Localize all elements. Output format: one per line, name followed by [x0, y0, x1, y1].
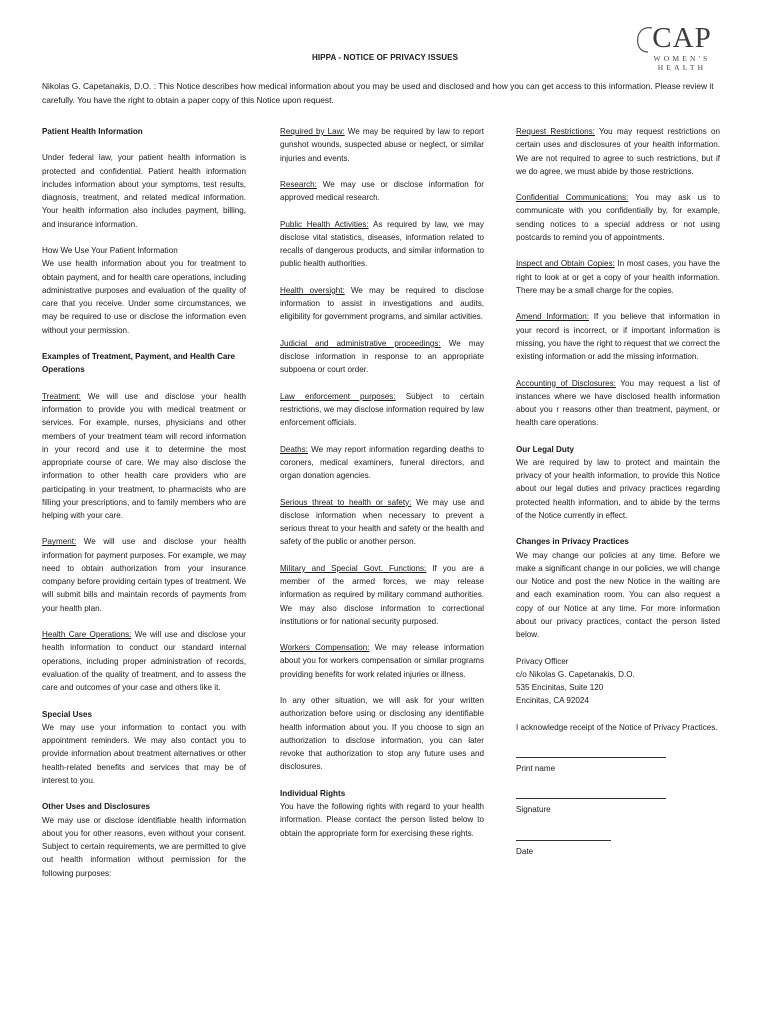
rights-heading: Individual Rights	[280, 788, 346, 798]
stt-text: We may use and disclose information when necessary to prevent a serious threat to your health and safety or the health and safety of the public or another person.	[280, 497, 484, 547]
privacy-officer-address	[516, 655, 720, 708]
column-right	[516, 125, 720, 858]
rbl-text: We may be required by law to report gunshot wounds, suspected abuse or neglect, or similar injuries and events.	[280, 127, 484, 163]
print-name-field[interactable]	[516, 748, 720, 775]
confidential-comm-paragraph	[516, 191, 720, 244]
deaths-paragraph	[280, 443, 484, 483]
special-uses-section	[42, 708, 246, 788]
ioc-text: In most cases, you have the right to look at or get a copy of your health information. There may be a small charge for the copies.	[516, 259, 721, 295]
date-label: Date	[516, 846, 534, 856]
law-enforcement-paragraph	[280, 390, 484, 430]
ho-text: We may be required to disclose information to assist in investigations and audits, eligibility for government programs, and similar activities.	[280, 285, 484, 322]
stt-label: Serious threat to health or safety:	[280, 497, 412, 507]
changes-text: We may change our policies at any time. Before we make a significant change in our policies, we will change our Notice and post the new Notice in the waiting are and each examination room. You can also request a copy of our Notice at any time. For more information about our privacy practices, contact the person listed below.	[516, 550, 720, 640]
examples-heading: Examples of Treatment, Payment, and Health Care Operations	[42, 352, 235, 375]
deaths-text: We may report information regarding deaths to coroners, medical examiners, funeral directors, and organ donation agencies.	[280, 444, 484, 481]
pha-label: Public Health Activities:	[280, 219, 369, 229]
officer-line-4: Encinitas, CA 92024	[516, 696, 589, 706]
wc-text: We may release information about you for workers compensation or similar programs providing benefits for work related injuries or illness.	[280, 643, 484, 679]
other-situation-paragraph: In any other situation, we will ask for your written authorization before using or disclosing any identifiable health information about you. If you choose to sign an authorization to disclose information, you can later revoke that authorization to stop any future uses and disclosures.	[280, 696, 484, 772]
cc-text: You may ask us to communicate with you confidentially by, for example, sending notices to a special address or not using postcards to remind you of appointments.	[516, 193, 720, 242]
wc-label: Workers Compensation:	[280, 643, 370, 653]
treatment-paragraph	[42, 390, 246, 523]
research-text: We may use or disclose information for approved medical research.	[280, 179, 485, 203]
logo-sub-text-2: HEALTH	[657, 63, 707, 72]
column-left	[42, 125, 246, 893]
rights-text: You have the following rights with regard to your health information. Please contact the person listed below to obtain the appropriate form for exercising these rights.	[280, 802, 484, 838]
research-label: Research:	[280, 179, 317, 189]
pha-text: As required by law, we may disclose vital statistics, diseases, information related to recalls of dangerous products, and similar information to public health authorities.	[280, 219, 484, 269]
how-text: We use health information about you for treatment to obtain payment, and for health care operations, including administrative purposes and evaluation of the quality of care that you receive. Under some circumstances, we may be required to use or disclose the information even without your permission.	[42, 259, 246, 335]
date-field[interactable]	[516, 831, 720, 858]
hco-label: Health Care Operations:	[42, 630, 132, 640]
date-line[interactable]	[516, 831, 611, 841]
column-middle	[280, 125, 484, 853]
required-by-law-paragraph	[280, 125, 484, 165]
intro-paragraph: Nikolas G. Capetanakis, D.O. : This Notice describes how medical information about you may be used and disclosed and how you can get access to this information. Please review it carefully. You have the right to obtain a paper copy of this Notice upon request.	[42, 81, 714, 105]
workers-comp-paragraph	[280, 641, 484, 681]
duty-text: We are required by law to protect and maintain the privacy of your health information, to provide this Notice about our legal duties and privacy practices regarding protected health information, and to abide by the terms of the Notice currently in effect.	[516, 457, 720, 520]
amend-info-paragraph	[516, 310, 720, 363]
military-paragraph	[280, 562, 484, 628]
how-we-use-section	[42, 244, 246, 337]
officer-line-2: c/o Nikolas G. Capetanakis, D.O.	[516, 669, 635, 679]
msg-label: Military and Special Govt. Functions:	[280, 563, 427, 573]
other-uses-section	[42, 800, 246, 880]
jap-text: We may disclose information in response to an appropriate subpoena or court order.	[280, 338, 484, 375]
rr-text: You may request restrictions on certain uses and disclosures of your health information. We are not required to agree to such restrictions, but if we do agree, we must abide by those restrictions.	[516, 127, 720, 176]
ai-text: If you believe that information in your record is incorrect, or if important information is missing, you have the right to request that we correct the existing information or add the missing information.	[516, 312, 721, 362]
public-health-paragraph	[280, 218, 484, 271]
hco-paragraph	[42, 628, 246, 694]
signature-field[interactable]	[516, 789, 720, 816]
accounting-paragraph	[516, 377, 720, 430]
rr-label: Request Restrictions:	[516, 127, 595, 136]
other-heading: Other Uses and Disclosures	[42, 802, 150, 812]
logo-main-text: CAP	[652, 22, 712, 54]
duty-heading: Our Legal Duty	[516, 444, 575, 454]
how-heading: How We Use Your Patient Information	[42, 246, 178, 256]
aod-text: You may request a list of instances where we have disclosed health information about you r reasons other than treatment, payment, or health care operations.	[516, 378, 720, 428]
officer-line-1: Privacy Officer	[516, 656, 569, 666]
treatment-label: Treatment:	[42, 391, 81, 401]
acknowledgement-text: I acknowledge receipt of the Notice of Privacy Practices.	[516, 722, 718, 732]
cc-label: Confidential Communications:	[516, 193, 629, 203]
legal-duty-section	[516, 443, 720, 523]
other-text: We may use or disclose identifiable health information about you for other reasons, even without your consent. Subject to certain requirements, we are permitted to give out health information without permission for the following purposes:	[42, 815, 246, 878]
lep-text: Subject to certain restrictions, we may disclose information required by law enforcement officials.	[280, 391, 484, 428]
print-name-line[interactable]	[516, 748, 666, 758]
changes-heading: Changes in Privacy Practices	[516, 537, 629, 547]
hco-text: We will use and disclose your health information to conduct our standard internal operations, including proper administration of records, evaluation of the quality of treatment, and to assess the care and outcomes of your case and others like it.	[42, 630, 246, 693]
signature-line[interactable]	[516, 789, 666, 799]
ai-label: Amend Information:	[516, 312, 590, 322]
signature-label: Signature	[516, 805, 551, 815]
phi-text: Under federal law, your patient health information is protected and confidential. Patient health information includes information about your symptoms, test results, diagnosis, treatment, and related medical information. Your health information also includes payment, billing, and insurance information.	[42, 153, 246, 229]
jap-label: Judicial and administrative proceedings:	[280, 338, 441, 348]
research-paragraph	[280, 178, 484, 205]
inspect-copies-paragraph	[516, 257, 720, 297]
judicial-paragraph	[280, 337, 484, 377]
logo-sub-text-1: WOMEN'S	[653, 54, 711, 63]
individual-rights-section	[280, 787, 484, 840]
special-heading: Special Uses	[42, 709, 92, 719]
health-oversight-paragraph	[280, 284, 484, 324]
ho-label: Health oversight:	[280, 285, 345, 295]
treatment-text: We will use and disclose your health information to provide you with medical treatment or services. For example, nurses, physicians and other members of your treatment team will record information in your record and use it to determine the most appropriate course of care. We may also disclose the information to other health care providers who are participating in your treatment, to pharmacists who are filling your prescriptions, and to family members who are helping with your care.	[42, 391, 246, 520]
cap-womens-health-logo	[636, 24, 728, 72]
lep-label: Law enforcement purposes:	[280, 391, 396, 401]
phi-heading: Patient Health Information	[42, 127, 143, 136]
payment-text: We will use and disclose your health information for payment purposes. For example, we may need to obtain authorization from your insurance company before providing certain types of treatment. We will submit bills and maintain records of payments from your health plan.	[42, 537, 247, 613]
page-title: HIPPA - NOTICE OF PRIVACY ISSUES	[311, 53, 459, 62]
print-name-label: Print name	[516, 764, 556, 773]
payment-paragraph	[42, 535, 246, 615]
changes-section	[516, 535, 720, 641]
aod-label: Accounting of Disclosures:	[516, 378, 616, 388]
msg-text: If you are a member of the armed forces, we may release information as required by military command authorities. We may also disclose information to correctional institutions or for national security purposed.	[280, 563, 485, 626]
payment-label: Payment:	[42, 537, 77, 547]
rbl-label: Required by Law:	[280, 127, 345, 136]
officer-line-3: 535 Encinitas, Suite 120	[516, 683, 604, 693]
ioc-label: Inspect and Obtain Copies:	[516, 259, 615, 269]
serious-threat-paragraph	[280, 496, 484, 549]
special-text: We may use your information to contact you with appointment reminders. We may also contact you to provide information about treatment alternatives or other health-related benefits and services that may be of interest to you.	[42, 722, 246, 785]
request-restrictions-paragraph	[516, 125, 720, 178]
deaths-label: Deaths:	[280, 444, 308, 454]
